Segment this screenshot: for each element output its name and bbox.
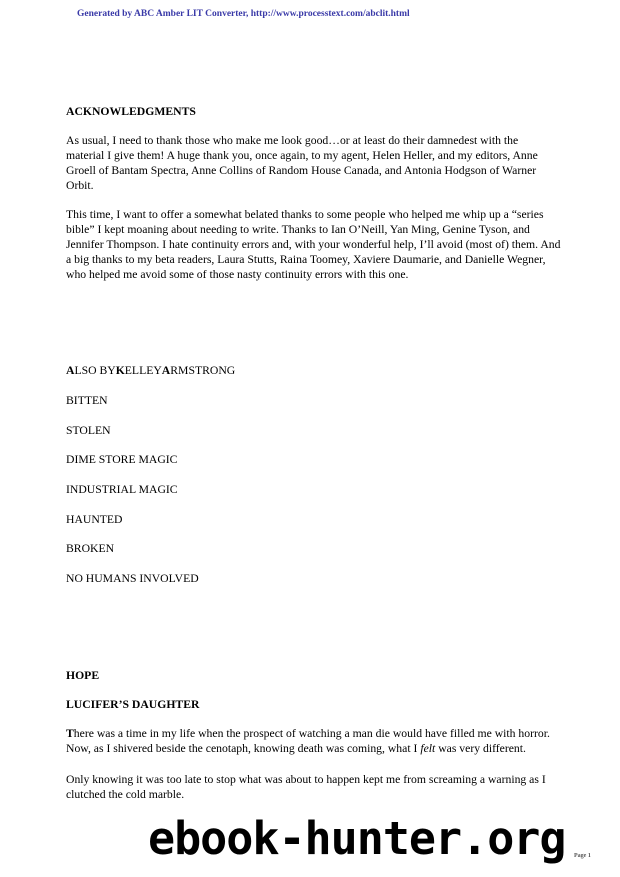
book-title: DIME STORE MAGIC xyxy=(66,453,178,466)
also-by-initial-k: K xyxy=(115,364,125,377)
text-line xyxy=(66,741,566,756)
text-line: bible” I kept moaning about needing to write. Thanks to Ian O’Neill, Yan Ming, Genine Tyson, and xyxy=(66,223,530,236)
text-line: material I give them! A huge thank you, once again, to my agent, Helen Heller, and my editors, Anne xyxy=(66,149,538,162)
text-line: Jennifer Thompson. I hate continuity errors and, with your wonderful help, I’ll avoid (most of) them. And xyxy=(66,238,561,251)
watermark-text: ebook-hunter.org xyxy=(148,812,566,865)
book-title: INDUSTRIAL MAGIC xyxy=(66,483,178,496)
text-line xyxy=(66,726,566,741)
line-text: here was a time in my life when the prospect of watching a man die would have filled me with horror. xyxy=(73,727,550,740)
acknowledgments-paragraph-2 xyxy=(66,207,566,282)
also-by-heading xyxy=(66,363,235,378)
book-title: BROKEN xyxy=(66,542,115,555)
also-by-initial-a2: A xyxy=(161,364,171,377)
acknowledgments-heading: ACKNOWLEDGMENTS xyxy=(66,105,196,118)
also-by-author-last: RMSTRONG xyxy=(170,364,236,377)
converter-header-link[interactable]: Generated by ABC Amber LIT Converter, http://www.processtext.com/abclit.html xyxy=(77,9,410,19)
book-title: STOLEN xyxy=(66,424,111,437)
text-line: Orbit. xyxy=(66,179,94,192)
emphasis-text: felt xyxy=(420,742,436,755)
also-by-initial-a: A xyxy=(66,364,75,377)
also-by-text: LSO BY xyxy=(74,364,116,377)
hope-paragraph-1 xyxy=(66,726,566,756)
text-line: As usual, I need to thank those who make me look good…or at least do their damnedest with the xyxy=(66,134,519,147)
chapter-title: LUCIFER’S DAUGHTER xyxy=(66,698,200,711)
hope-paragraph-2 xyxy=(66,772,566,802)
hope-heading: HOPE xyxy=(66,669,100,682)
book-title: BITTEN xyxy=(66,394,108,407)
page-number: Page 1 xyxy=(574,853,591,859)
text-line: clutched the cold marble. xyxy=(66,788,185,801)
drop-cap: T xyxy=(66,727,74,740)
text-line: Only knowing it was too late to stop what was about to happen kept me from screaming a warning as I xyxy=(66,773,546,786)
also-by-author-first: ELLEY xyxy=(124,364,162,377)
book-title: HAUNTED xyxy=(66,513,123,526)
line-text: Now, as I shivered beside the cenotaph, knowing death was coming, what I xyxy=(66,742,421,755)
acknowledgments-paragraph-1 xyxy=(66,133,566,193)
book-title: NO HUMANS INVOLVED xyxy=(66,572,199,585)
text-line: a big thanks to my beta readers, Laura Stutts, Raina Toomey, Xaviere Daumarie, and Danielle Wegner, xyxy=(66,253,546,266)
text-line: who helped me avoid some of those nasty continuity errors with this one. xyxy=(66,268,409,281)
line-text: was very different. xyxy=(435,742,526,755)
text-line: Groell of Bantam Spectra, Anne Collins of Random House Canada, and Antonia Hodgson of Warner xyxy=(66,164,537,177)
text-line: This time, I want to offer a somewhat belated thanks to some people who helped me whip up a “series xyxy=(66,208,544,221)
